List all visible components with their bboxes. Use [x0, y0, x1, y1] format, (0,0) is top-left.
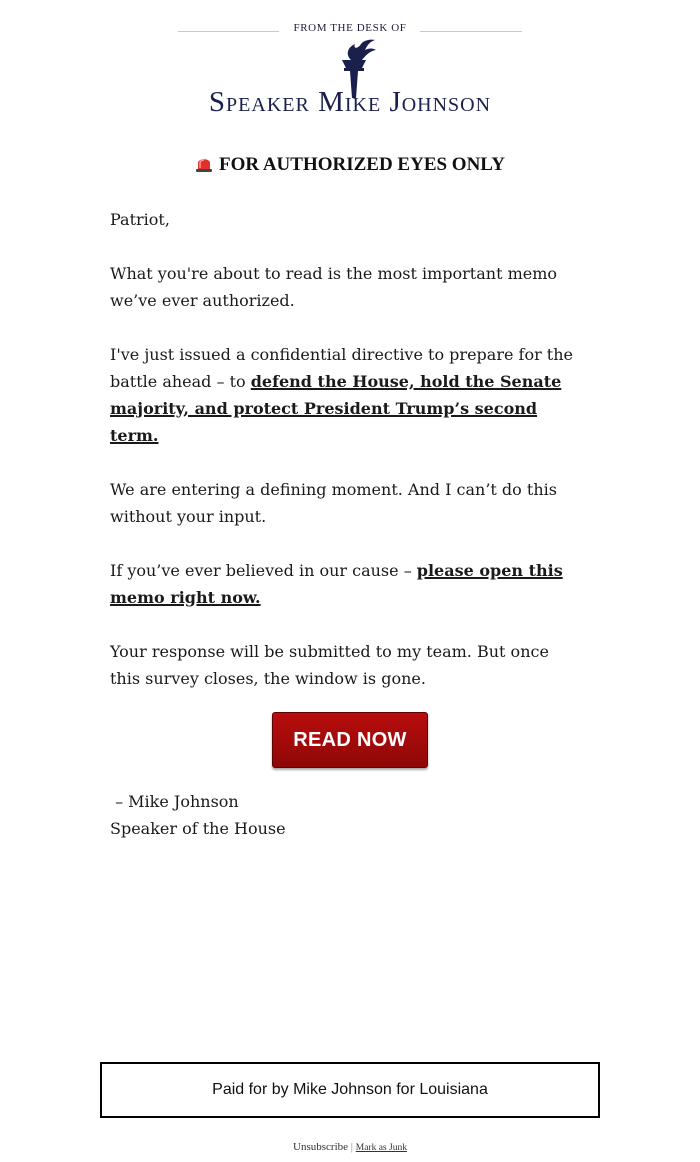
- paragraph-3: We are entering a defining moment. And I can’t do this without your input.: [110, 480, 557, 526]
- greeting: Patriot,: [110, 210, 170, 229]
- signature-title: Speaker of the House: [110, 819, 286, 838]
- mark-as-junk-link[interactable]: Mark as Junk: [355, 1143, 407, 1153]
- paragraph-1: What you're about to read is the most important memo we’ve ever authorized.: [110, 264, 558, 310]
- desk-label: FROM THE DESK OF: [293, 22, 407, 34]
- footer-separator: |: [350, 1141, 353, 1153]
- paragraph-2-text: I've just issued a confidential directive to prepare for the battle ahead – to: [110, 345, 574, 391]
- paragraph-4-text: If you’ve ever believed in our cause –: [110, 561, 417, 580]
- divider-right: [420, 31, 522, 32]
- siren-icon: [195, 156, 213, 172]
- open-memo-link[interactable]: please open this memo right now.: [110, 561, 563, 607]
- paid-for-disclaimer: [100, 1062, 600, 1118]
- authorized-eyes-banner: [0, 154, 700, 176]
- defend-house-link[interactable]: defend the House, hold the Senate majority, and protect President Trump’s second term.: [110, 372, 562, 445]
- paragraph-2: [110, 341, 580, 449]
- paragraph-4: [110, 557, 580, 611]
- authorized-eyes-text: FOR AUTHORIZED EYES ONLY: [219, 154, 505, 175]
- memo-body: [110, 206, 580, 719]
- footer-links: [0, 1141, 700, 1153]
- cta-container: [272, 712, 428, 768]
- unsubscribe-link[interactable]: Unsubscribe: [293, 1141, 349, 1153]
- speaker-name-logo: Speaker Mike Johnson: [208, 86, 492, 118]
- memo-header: [0, 0, 700, 135]
- read-now-button[interactable]: READ NOW: [272, 712, 428, 768]
- paragraph-5: Your response will be submitted to my team. But once this survey closes, the window is gone.: [110, 642, 549, 688]
- signature-name: – Mike Johnson: [110, 792, 239, 811]
- divider-left: [178, 31, 279, 32]
- paid-for-text: Paid for by Mike Johnson for Louisiana: [212, 1081, 488, 1098]
- signature-block: [110, 788, 286, 842]
